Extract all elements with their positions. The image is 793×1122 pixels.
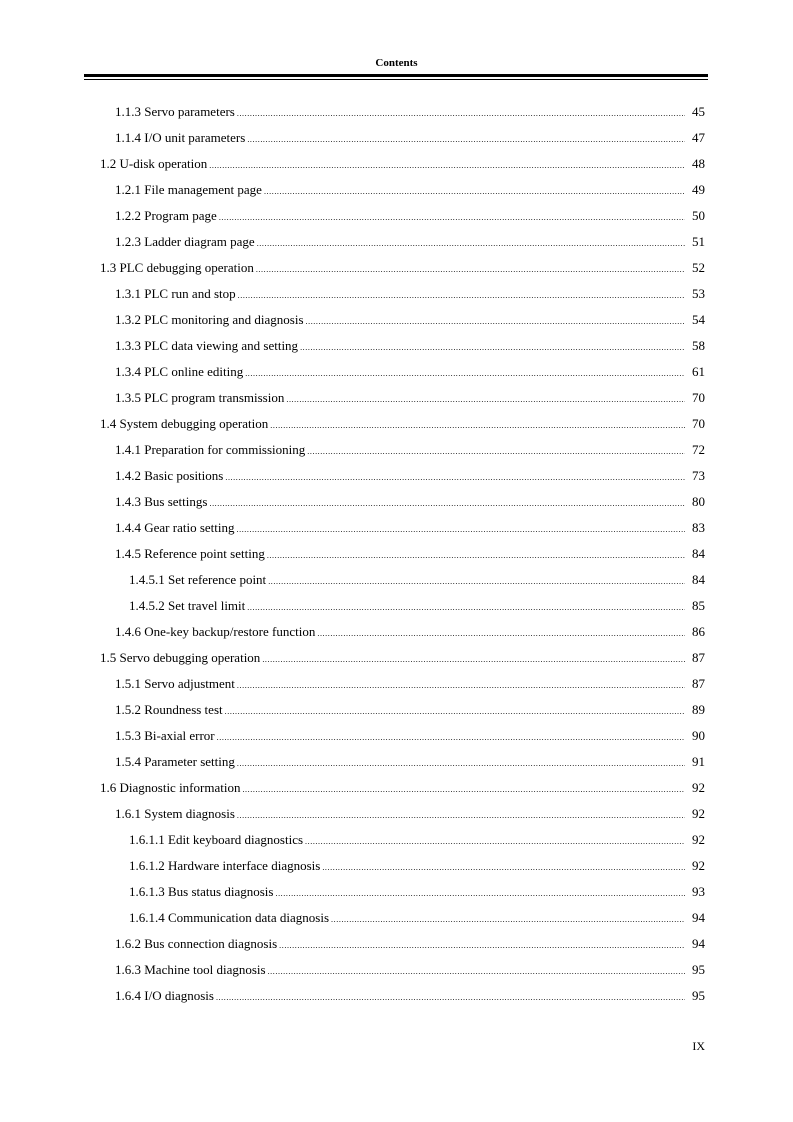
toc-dot-leader — [270, 411, 685, 437]
toc-entry[interactable] — [0, 541, 793, 567]
toc-entry-page: 92 — [692, 780, 705, 795]
toc-entry-title: 1.5.3 Bi-axial error — [115, 728, 215, 743]
toc-dot-leader — [247, 125, 685, 151]
toc-dot-leader — [268, 957, 685, 983]
toc-entry-title: 1.5.2 Roundness test — [115, 702, 223, 717]
toc-entry-title: 1.2.2 Program page — [115, 208, 217, 223]
toc-entry-page: 92 — [692, 806, 705, 821]
toc-dot-leader — [209, 151, 685, 177]
toc-dot-leader — [317, 619, 685, 645]
toc-entry-title: 1.4.3 Bus settings — [115, 494, 208, 509]
toc-entry[interactable] — [0, 671, 793, 697]
toc-entry[interactable] — [0, 619, 793, 645]
toc-entry[interactable] — [0, 359, 793, 385]
toc-entry-page: 48 — [692, 156, 705, 171]
toc-entry[interactable] — [0, 593, 793, 619]
toc-dot-leader — [331, 905, 685, 931]
toc-dot-leader — [217, 723, 685, 749]
toc-entry[interactable] — [0, 151, 793, 177]
toc-entry-page: 91 — [692, 754, 705, 769]
toc-dot-leader — [256, 255, 685, 281]
toc-dot-leader — [237, 801, 685, 827]
toc-entry-page: 84 — [692, 572, 705, 587]
toc-dot-leader — [268, 567, 685, 593]
toc-entry-page: 45 — [692, 104, 705, 119]
toc-dot-leader — [237, 99, 685, 125]
header-rule-thin — [84, 79, 708, 80]
toc-entry[interactable] — [0, 697, 793, 723]
toc-entry-title: 1.1.3 Servo parameters — [115, 104, 235, 119]
toc-entry[interactable] — [0, 463, 793, 489]
toc-dot-leader — [322, 853, 685, 879]
toc-dot-leader — [307, 437, 685, 463]
toc-dot-leader — [219, 203, 685, 229]
toc-entry-title: 1.6.1.1 Edit keyboard diagnostics — [129, 832, 304, 847]
toc-entry-page: 95 — [692, 988, 705, 1003]
toc-entry-title: 1.6.4 I/O diagnosis — [115, 988, 214, 1003]
toc-entry-title: 1.2.1 File management page — [115, 182, 262, 197]
toc-dot-leader — [279, 931, 685, 957]
table-of-contents — [0, 99, 793, 1009]
toc-entry-page: 87 — [692, 650, 705, 665]
toc-dot-leader — [286, 385, 685, 411]
toc-entry-page: 94 — [692, 936, 705, 951]
toc-dot-leader — [305, 827, 685, 853]
toc-entry-title: 1.3.1 PLC run and stop — [115, 286, 236, 301]
toc-entry-page: 61 — [692, 364, 705, 379]
toc-entry[interactable] — [0, 281, 793, 307]
toc-entry-title: 1.3.3 PLC data viewing and setting — [115, 338, 299, 353]
toc-dot-leader — [275, 879, 685, 905]
toc-entry-page: 73 — [692, 468, 705, 483]
toc-entry-title: 1.4.1 Preparation for commissioning — [115, 442, 306, 457]
toc-entry-page: 93 — [692, 884, 705, 899]
toc-entry-page: 94 — [692, 910, 705, 925]
toc-dot-leader — [216, 983, 685, 1009]
toc-entry[interactable] — [0, 229, 793, 255]
toc-entry[interactable] — [0, 801, 793, 827]
toc-entry[interactable] — [0, 99, 793, 125]
toc-dot-leader — [262, 645, 685, 671]
toc-entry[interactable] — [0, 307, 793, 333]
toc-entry-page: 50 — [692, 208, 705, 223]
toc-entry-page: 90 — [692, 728, 705, 743]
toc-entry-page: 54 — [692, 312, 705, 327]
toc-entry-title: 1.3 PLC debugging operation — [100, 260, 254, 275]
toc-entry-title: 1.4.2 Basic positions — [115, 468, 224, 483]
toc-entry[interactable] — [0, 515, 793, 541]
toc-entry-page: 87 — [692, 676, 705, 691]
toc-entry-page: 92 — [692, 832, 705, 847]
toc-entry-page: 95 — [692, 962, 705, 977]
toc-dot-leader — [237, 671, 685, 697]
toc-dot-leader — [237, 515, 686, 541]
toc-entry[interactable] — [0, 125, 793, 151]
toc-entry-title: 1.6.3 Machine tool diagnosis — [115, 962, 266, 977]
toc-entry-page: 53 — [692, 286, 705, 301]
toc-entry[interactable] — [0, 385, 793, 411]
toc-entry-page: 86 — [692, 624, 705, 639]
toc-dot-leader — [306, 307, 686, 333]
toc-entry-page: 92 — [692, 858, 705, 873]
toc-entry-title: 1.4.5 Reference point setting — [115, 546, 265, 561]
toc-entry[interactable] — [0, 177, 793, 203]
toc-entry[interactable] — [0, 879, 793, 905]
toc-dot-leader — [264, 177, 685, 203]
toc-entry[interactable] — [0, 931, 793, 957]
toc-entry-title: 1.6.1.4 Communication data diagnosis — [129, 910, 330, 925]
toc-entry-page: 51 — [692, 234, 705, 249]
header-rule-thick — [84, 74, 708, 77]
toc-entry-title: 1.6 Diagnostic information — [100, 780, 241, 795]
toc-entry-title: 1.6.1 System diagnosis — [115, 806, 235, 821]
toc-entry-title: 1.5.1 Servo adjustment — [115, 676, 235, 691]
toc-entry[interactable] — [0, 333, 793, 359]
toc-dot-leader — [300, 333, 685, 359]
toc-entry-title: 1.4.5.1 Set reference point — [129, 572, 267, 587]
toc-entry[interactable] — [0, 489, 793, 515]
toc-entry-page: 80 — [692, 494, 705, 509]
toc-entry-page: 72 — [692, 442, 705, 457]
toc-entry[interactable] — [0, 775, 793, 801]
toc-entry-page: 85 — [692, 598, 705, 613]
toc-entry[interactable] — [0, 983, 793, 1009]
toc-dot-leader — [257, 229, 685, 255]
toc-entry[interactable] — [0, 749, 793, 775]
toc-entry-page: 89 — [692, 702, 705, 717]
toc-entry[interactable] — [0, 203, 793, 229]
toc-entry-title: 1.4 System debugging operation — [100, 416, 269, 431]
toc-entry-title: 1.5.4 Parameter setting — [115, 754, 235, 769]
toc-dot-leader — [209, 489, 685, 515]
toc-entry-page: 70 — [692, 390, 705, 405]
toc-dot-leader — [237, 749, 685, 775]
toc-entry-title: 1.4.6 One-key backup/restore function — [115, 624, 316, 639]
toc-entry-title: 1.4.4 Gear ratio setting — [115, 520, 235, 535]
toc-entry-title: 1.3.5 PLC program transmission — [115, 390, 285, 405]
toc-entry-page: 84 — [692, 546, 705, 561]
toc-entry-title: 1.6.1.2 Hardware interface diagnosis — [129, 858, 321, 873]
toc-dot-leader — [247, 593, 685, 619]
toc-entry-title: 1.2 U-disk operation — [100, 156, 208, 171]
toc-dot-leader — [238, 281, 685, 307]
toc-entry-title: 1.2.3 Ladder diagram page — [115, 234, 255, 249]
toc-entry[interactable] — [0, 905, 793, 931]
toc-entry-page: 58 — [692, 338, 705, 353]
toc-entry-title: 1.1.4 I/O unit parameters — [115, 130, 246, 145]
toc-entry[interactable] — [0, 957, 793, 983]
toc-entry[interactable] — [0, 411, 793, 437]
toc-entry[interactable] — [0, 723, 793, 749]
toc-entry-page: 49 — [692, 182, 705, 197]
toc-dot-leader — [242, 775, 685, 801]
toc-entry[interactable] — [0, 645, 793, 671]
toc-entry-page: 52 — [692, 260, 705, 275]
toc-entry-page: 47 — [692, 130, 705, 145]
toc-entry-title: 1.6.2 Bus connection diagnosis — [115, 936, 278, 951]
toc-entry-title: 1.5 Servo debugging operation — [100, 650, 261, 665]
toc-entry-title: 1.4.5.2 Set travel limit — [129, 598, 246, 613]
toc-dot-leader — [225, 463, 685, 489]
toc-entry-title: 1.3.2 PLC monitoring and diagnosis — [115, 312, 304, 327]
toc-entry-title: 1.3.4 PLC online editing — [115, 364, 244, 379]
toc-entry[interactable] — [0, 827, 793, 853]
toc-entry-title: 1.6.1.3 Bus status diagnosis — [129, 884, 274, 899]
toc-dot-leader — [267, 541, 685, 567]
toc-entry[interactable] — [0, 255, 793, 281]
page-number: IX — [692, 1039, 705, 1053]
toc-entry[interactable] — [0, 853, 793, 879]
toc-entry-page: 83 — [692, 520, 705, 535]
toc-dot-leader — [225, 697, 685, 723]
page-title: Contents — [375, 57, 418, 69]
toc-entry[interactable] — [0, 437, 793, 463]
toc-entry-page: 70 — [692, 416, 705, 431]
toc-entry[interactable] — [0, 567, 793, 593]
toc-dot-leader — [245, 359, 685, 385]
